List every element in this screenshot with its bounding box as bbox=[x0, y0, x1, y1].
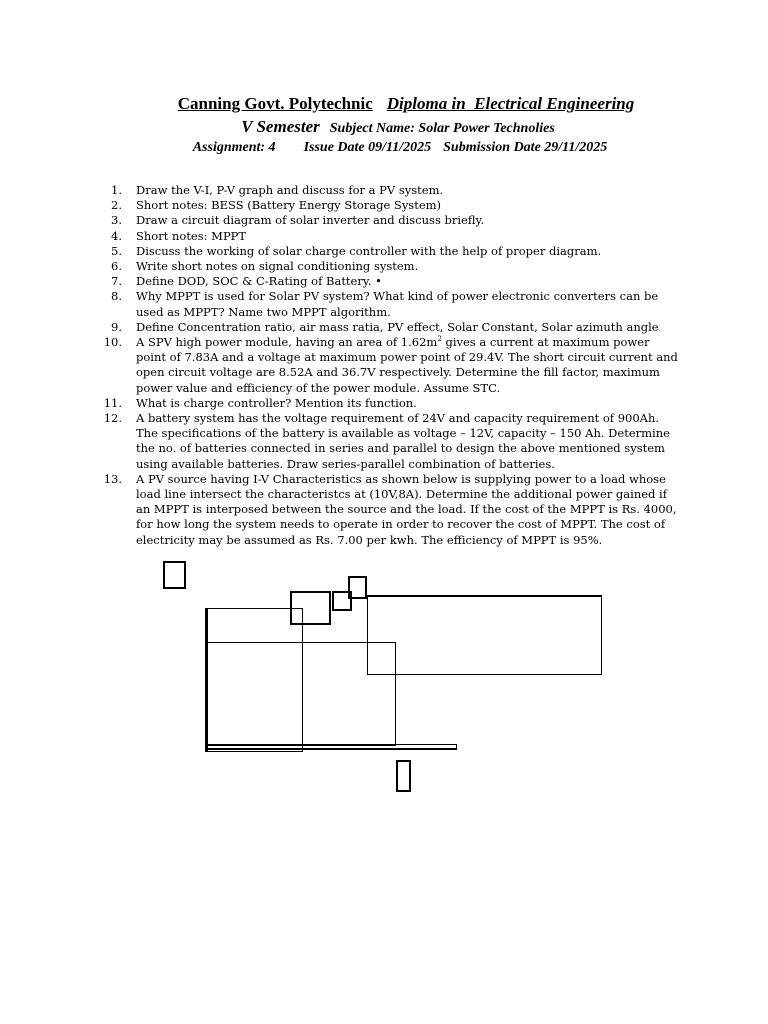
figure-frame bbox=[205, 608, 303, 752]
submission-date: Submission Date 29/11/2025 bbox=[443, 140, 608, 155]
question-item: 10. A SPV high power module, having an area of $1.62m^2$ gives a current at maximum power point of 7.83A and a voltage at maximum power point of 29.4V. The short circuit current and open circuit voltage are 8.52A and 36.7V respectively. Determine the fill factor, maximum power value and efficiency of the power module. Assume STC. bbox=[103, 335, 678, 395]
figure-frame bbox=[367, 595, 602, 675]
figure-frame bbox=[205, 744, 457, 750]
header-subject-line bbox=[0, 116, 768, 138]
figure-frame bbox=[396, 760, 411, 792]
figure-frame bbox=[290, 591, 331, 625]
question-item: 2. Short notes: BESS (Battery Energy Storage System) bbox=[111, 198, 442, 213]
question-item: 13. A PV source having I-V Characteristics as shown below is supplying power to a load whose load line intersect the characteristcs at (10V,8A). Determine the additional power gained if an MPPT is interposed between the source and the load. If the cost of the MPPT is Rs. 4000, for how long the system needs to operate in order to recover the cost of MPPT. The cost of electricity may be assumed as Rs. 7.00 per kwh. The efficiency of MPPT is 95%. bbox=[103, 471, 677, 547]
header-assignment-line bbox=[0, 138, 768, 158]
bullet-mark: • bbox=[375, 274, 382, 289]
question-list bbox=[100, 183, 680, 548]
question-item: 7. Define DOD, SOC & C-Rating of Battery. • bbox=[111, 274, 382, 289]
question-item: 8. Why MPPT is used for Solar PV system? What kind of power electronic converters can be used as MPPT? Name two MPPT algorithm. bbox=[111, 289, 659, 319]
document-header bbox=[0, 92, 768, 158]
figure-frame bbox=[205, 642, 396, 746]
header-title-line bbox=[0, 92, 768, 116]
diploma-name: Diploma in Electrical Engineering bbox=[386, 94, 635, 113]
subject-name: Subject Name: Solar Power Technolies bbox=[329, 121, 555, 136]
question-item: 12. A battery system has the voltage requirement of 24V and capacity requirement of 900Ah. The specifications of the battery is available as voltage – 12V, capacity – 150 Ah. Determine the no. of batteries connected in series and parallel to design the above mentioned system using available batteries. Draw series-parallel combination of batteries. bbox=[103, 411, 670, 471]
issue-date: Issue Date 09/11/2025 bbox=[303, 140, 432, 155]
figure-frame bbox=[332, 591, 352, 611]
question-item: 4. Short notes: MPPT bbox=[111, 228, 247, 243]
assignment-number: Assignment: 4 bbox=[192, 140, 276, 155]
question-item: 9. Define Concentration ratio, air mass ratia, PV effect, Solar Constant, Solar azimuth angle bbox=[111, 319, 659, 334]
question-item: 11. What is charge controller? Mention its function. bbox=[103, 395, 417, 410]
figure-frame bbox=[163, 561, 186, 589]
question-item: 5. Discuss the working of solar charge controller with the help of proper diagram. bbox=[111, 243, 602, 258]
question-item: 6. Write short notes on signal conditioning system. bbox=[111, 259, 419, 274]
question-item: 3. Draw a circuit diagram of solar inverter and discuss briefly. bbox=[111, 213, 485, 228]
semester: V Semester bbox=[241, 117, 320, 136]
college-name: Canning Govt. Polytechnic bbox=[177, 94, 373, 113]
question-item: 1. Draw the V-I, P-V graph and discuss for a PV system. bbox=[111, 183, 444, 197]
figure-frame bbox=[348, 576, 367, 599]
